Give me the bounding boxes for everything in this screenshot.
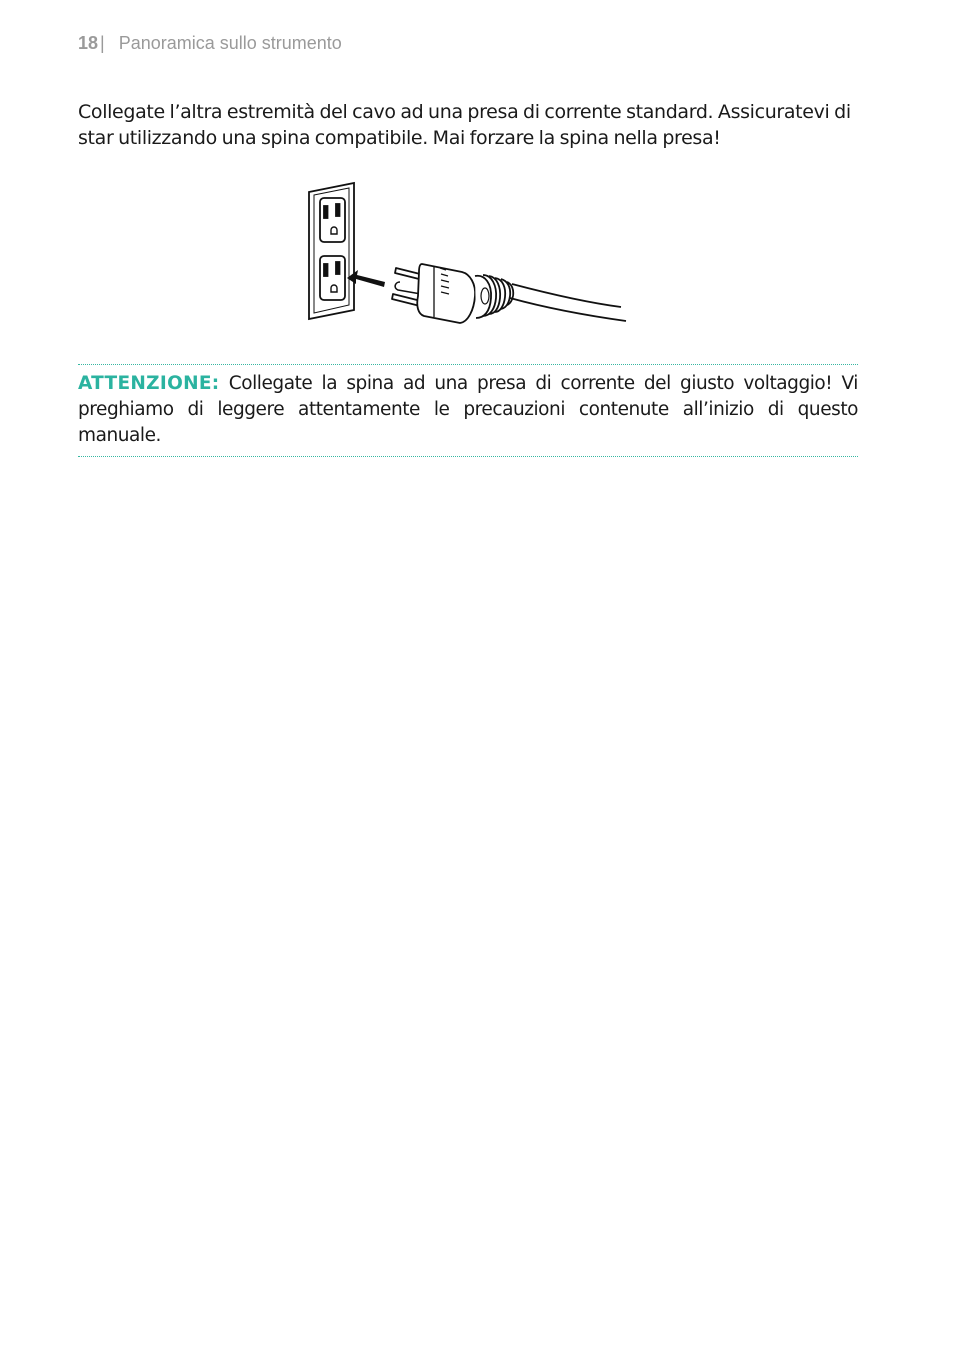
wall-outlet-icon <box>309 183 354 319</box>
page-number: 18 <box>78 33 99 53</box>
warning-box <box>78 364 858 457</box>
power-plug-icon <box>392 264 626 323</box>
section-title: Panoramica sullo strumento <box>118 33 342 53</box>
warning-label: ATTENZIONE: <box>78 373 220 394</box>
warning-text <box>78 371 858 449</box>
header-separator: | <box>100 33 105 53</box>
page-header <box>78 33 342 54</box>
warning-message: Collegate la spina ad una presa di corrente del giusto voltaggio! Vi preghiamo di leggere attentamente le precauzioni contenute all’inizio di questo manuale. <box>78 373 858 446</box>
body-paragraph: Collegate l’altra estremità del cavo ad una presa di corrente standard. Assicuratevi di star utilizzando una spina compatibile. Mai forzare la spina nella presa! <box>78 101 851 149</box>
plug-illustration <box>300 176 640 336</box>
